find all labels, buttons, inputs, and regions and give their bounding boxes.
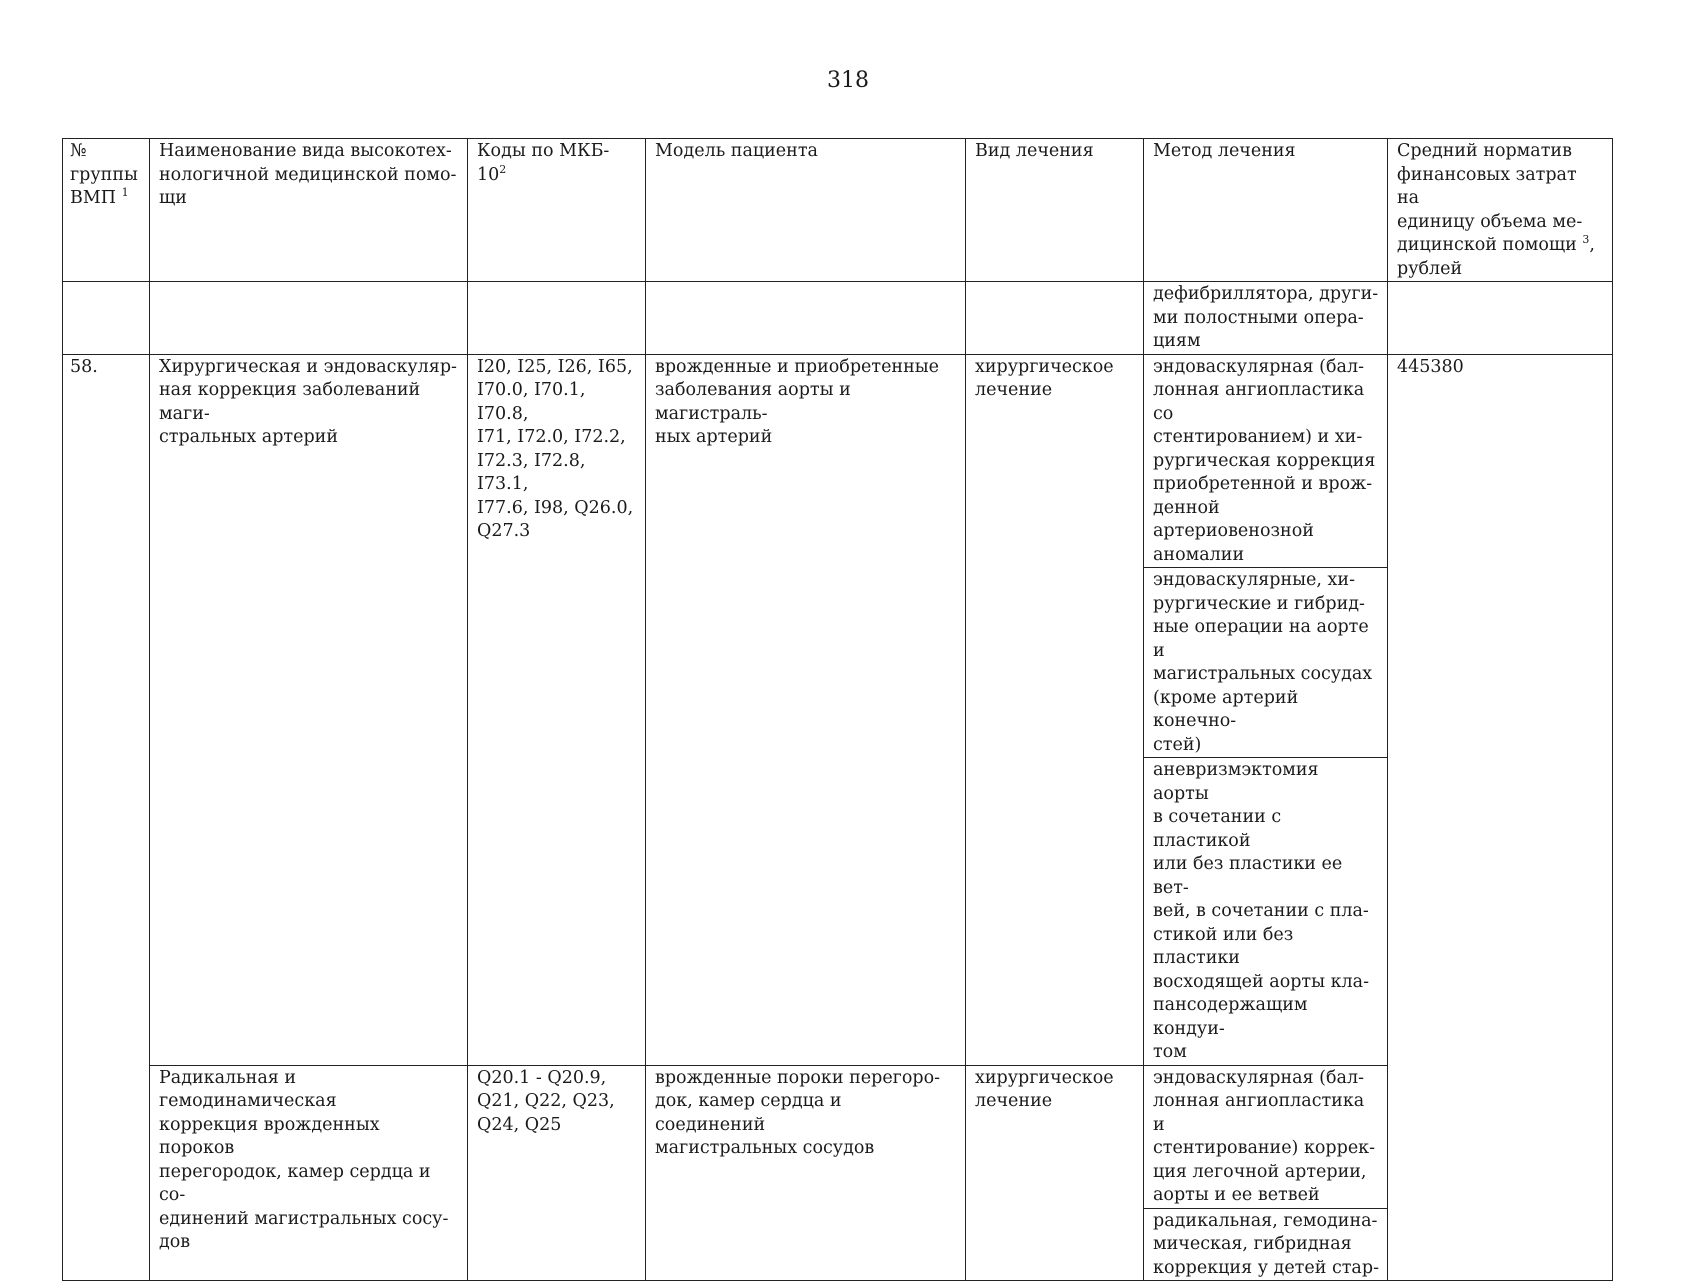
header-name: Наименование вида высокотех- нологичной медицинской помо- щи <box>150 139 468 282</box>
cell-empty <box>1388 282 1613 355</box>
header-treatment-method: Метод лечения <box>1144 139 1388 282</box>
cell-patient-model: врожденные пороки перегоро- док, камер сердца и соединений магистральных сосудов <box>646 1065 966 1281</box>
header-treatment-type: Вид лечения <box>966 139 1144 282</box>
cell-method: дефибриллятора, други- ми полостными опера- циям <box>1144 282 1388 355</box>
cell-method: эндоваскулярная (бал- лонная ангиопластика и стентирование) коррек- ция легочной артерии, аорты и ее ветвей <box>1144 1065 1388 1208</box>
cell-icd-codes: I20, I25, I26, I65, I70.0, I70.1, I70.8, I71, I72.0, I72.2, I72.3, I72.8, I73.1, I77.6, I98, Q26.0, Q27.3 <box>468 354 646 1065</box>
cell-method: радикальная, гемодина- мическая, гибридная коррекция у детей стар- <box>1144 1208 1388 1281</box>
cell-patient-model: врожденные и приобретенные заболевания аорты и магистраль- ных артерий <box>646 354 966 1065</box>
continuation-row <box>63 282 1613 355</box>
cell-group-number: 58. <box>63 354 150 1281</box>
cell-empty <box>468 282 646 355</box>
header-row <box>63 139 1613 282</box>
cell-method: эндоваскулярная (бал- лонная ангиопластика со стентированием) и хи- рургическая коррекция приобретенной и врож- денной артериовенозной аномалии <box>1144 354 1388 568</box>
cell-empty <box>966 282 1144 355</box>
cell-treatment-type: хирургическое лечение <box>966 1065 1144 1281</box>
cell-vmp-name: Хирургическая и эндоваскуляр- ная коррекция заболеваний маги- стральных артерий <box>150 354 468 1065</box>
subgroup-row <box>63 1065 1613 1208</box>
cell-method: аневризмэктомия аорты в сочетании с пластикой или без пластики ее вет- вей, в сочетании с пла- стикой или без пластики восходящей аорты кла- пансодержащим кондуи- том <box>1144 758 1388 1066</box>
header-norm-cost: Средний норматив финансовых затрат на единицу объема ме- дицинской помощи $^3$, рублей <box>1388 139 1613 282</box>
cell-empty <box>646 282 966 355</box>
cell-icd-codes: Q20.1 - Q20.9, Q21, Q22, Q23, Q24, Q25 <box>468 1065 646 1281</box>
group-58-row <box>63 354 1613 568</box>
page-number: 318 <box>827 68 869 93</box>
header-patient-model: Модель пациента <box>646 139 966 282</box>
cell-empty <box>150 282 468 355</box>
cell-method: эндоваскулярные, хи- рургические и гибрид- ные операции на аорте и магистральных сосудах (кроме артерий конечно- стей) <box>1144 568 1388 758</box>
header-group-no: № группы ВМП $^1$ <box>63 139 150 282</box>
cell-norm-cost: 445380 <box>1388 354 1613 1281</box>
cell-vmp-name: Радикальная и гемодинамическая коррекция врожденных пороков перегородок, камер сердца и со- единений магистральных сосу- дов <box>150 1065 468 1281</box>
cell-treatment-type: хирургическое лечение <box>966 354 1144 1065</box>
vmp-table <box>62 138 1613 1281</box>
header-codes: Коды по МКБ- $10^2$ <box>468 139 646 282</box>
cell-empty <box>63 282 150 355</box>
